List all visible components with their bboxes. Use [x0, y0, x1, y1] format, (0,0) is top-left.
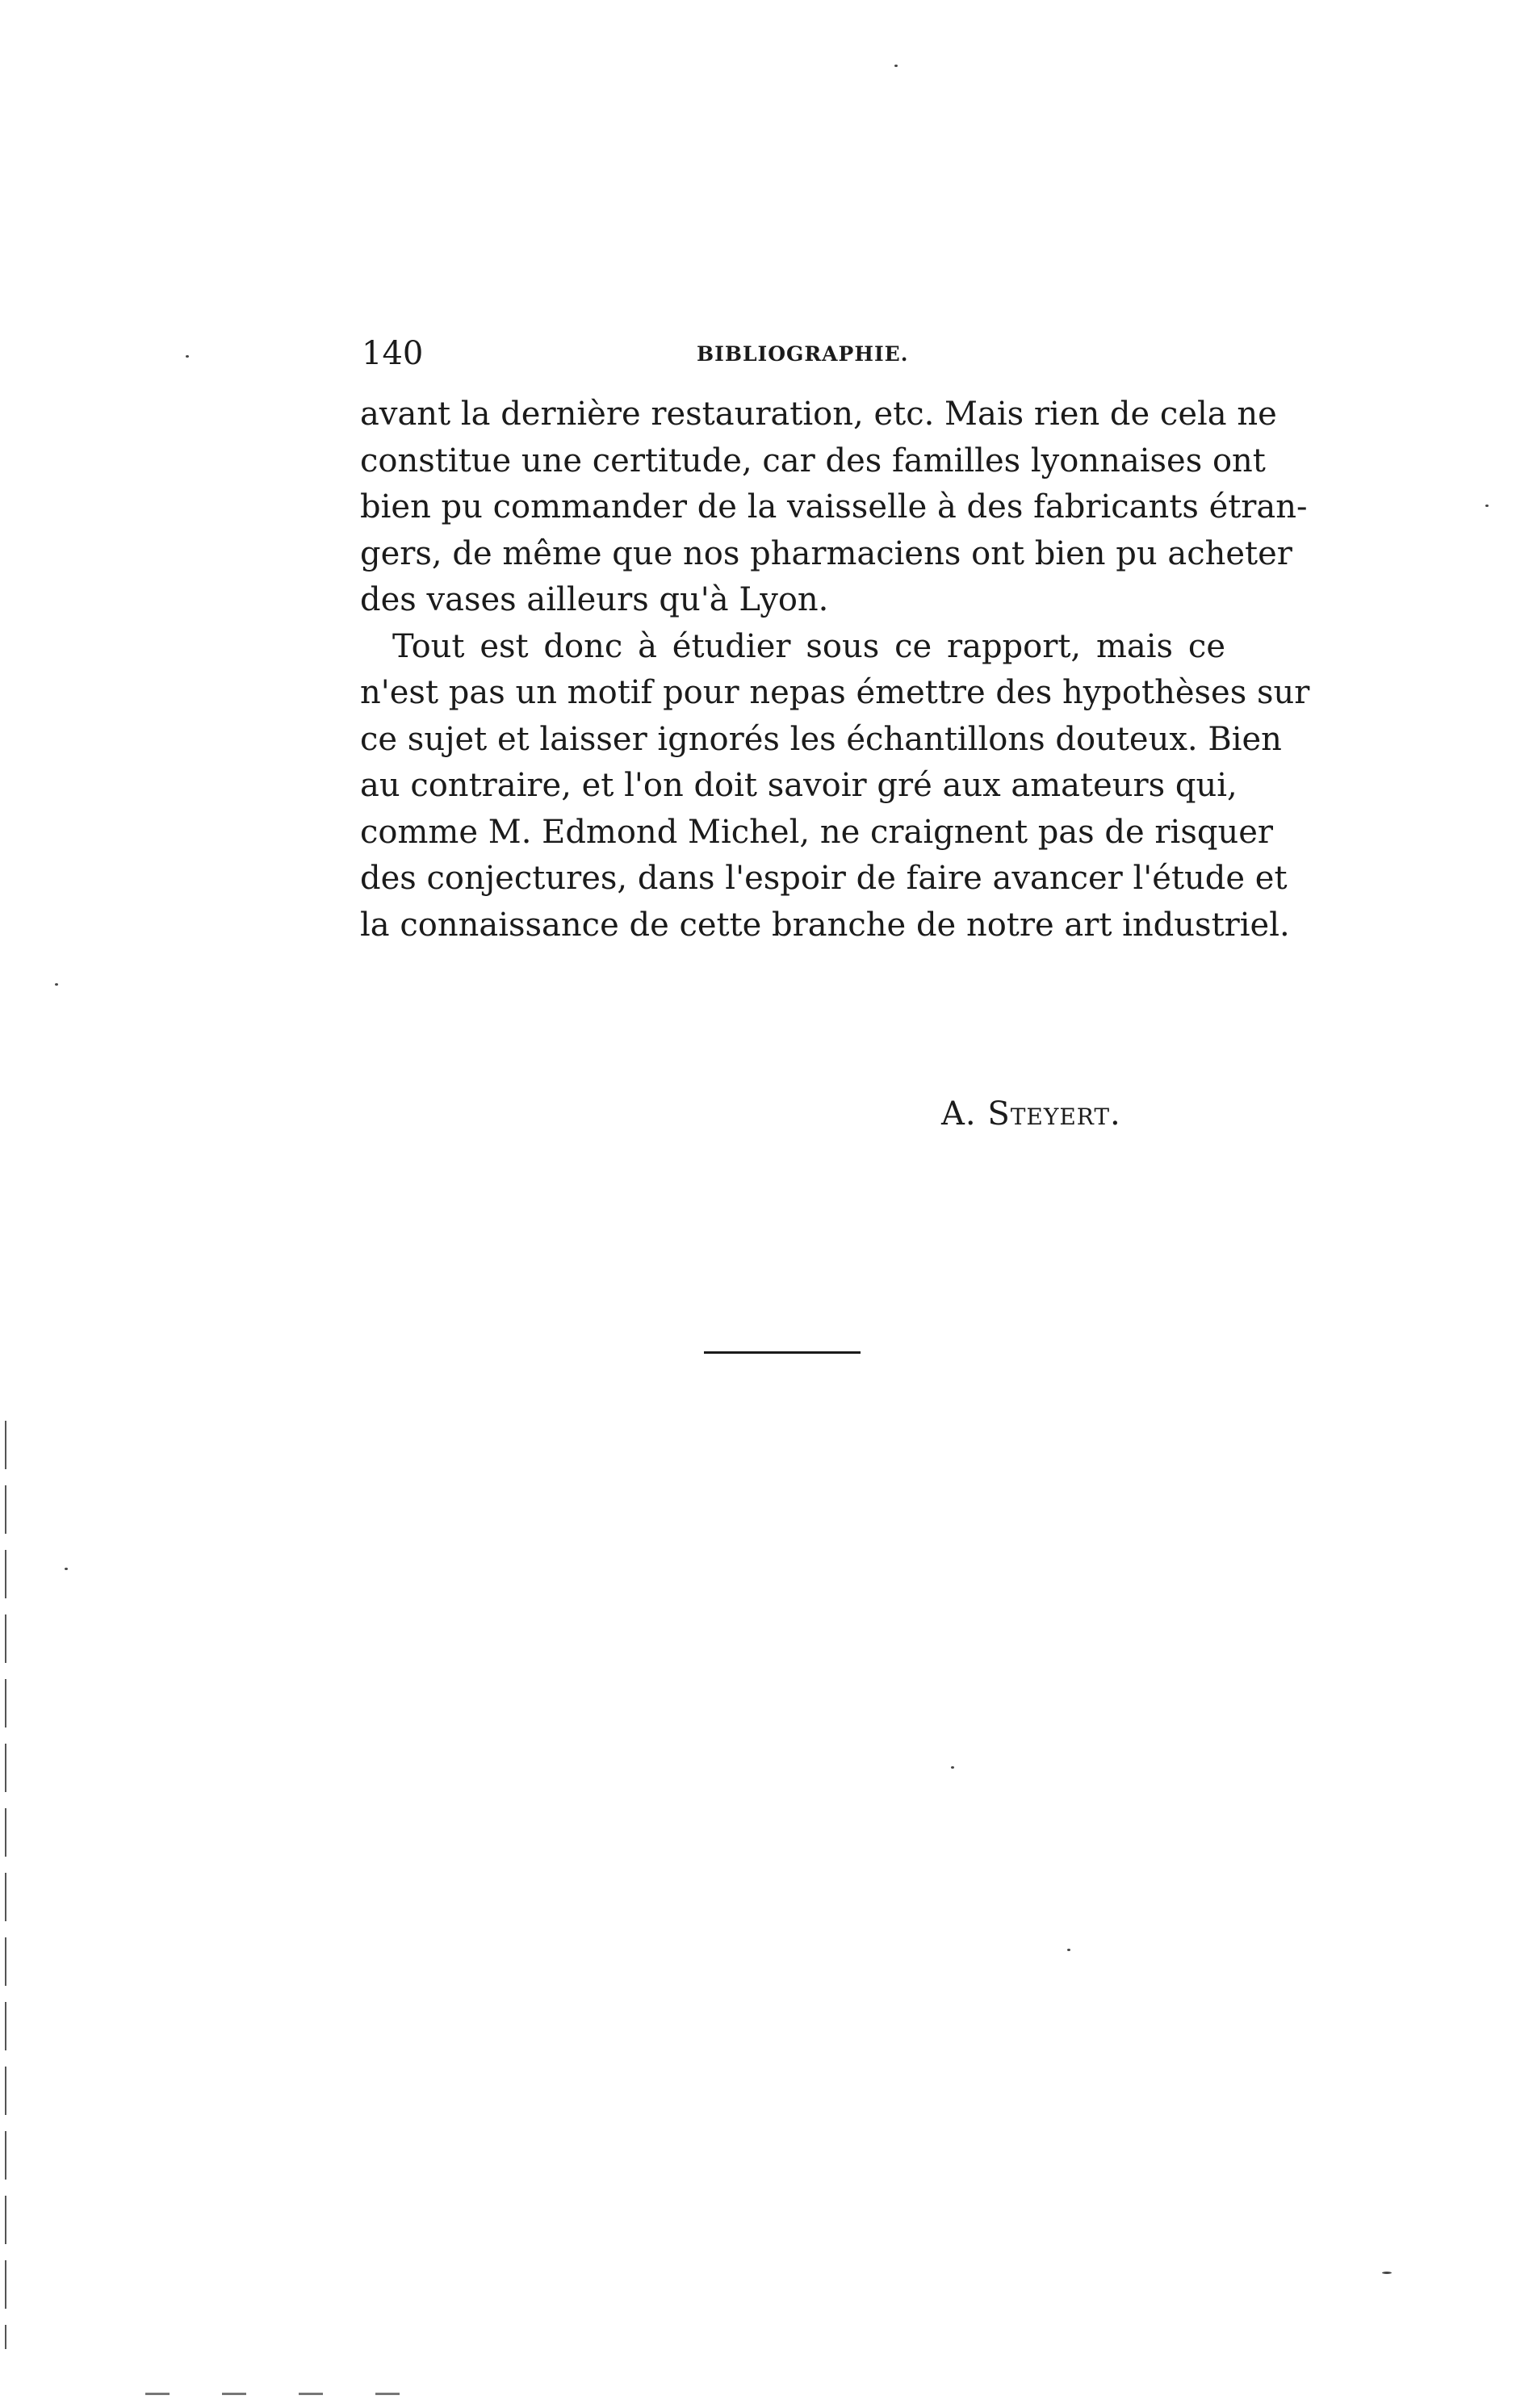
scan-speck: [951, 1766, 954, 1769]
paragraph-1: [360, 392, 1308, 624]
text-line: n'est pas un motif pour nepas émettre des hypothèses sur: [360, 674, 1310, 711]
text-line: gers, de même que nos pharmaciens ont bien pu acheter: [360, 534, 1292, 572]
scan-margin-mark: [5, 1421, 6, 2349]
scan-speck: [1382, 2272, 1392, 2274]
scan-speck: [1067, 1949, 1070, 1951]
scan-speck: [1485, 505, 1489, 507]
page-number: 140: [362, 335, 424, 372]
text-line: constitue une certitude, car des familles lyonnaises ont: [360, 442, 1266, 480]
text-line: des vases ailleurs qu'à Lyon.: [360, 581, 829, 618]
text-line: Tout est donc à étudier sous ce rapport, mais ce: [392, 627, 1225, 665]
paragraph-2: [360, 624, 1310, 949]
text-line: comme M. Edmond Michel, ne craignent pas de risquer: [360, 813, 1274, 851]
scan-bottom-mark: [145, 2393, 404, 2395]
running-title: BIBLIOGRAPHIE.: [697, 342, 909, 366]
page-header: [362, 329, 1225, 378]
scan-speck: [55, 983, 58, 986]
scan-speck: [65, 1568, 68, 1570]
scan-speck: [186, 355, 189, 358]
text-line: au contraire, et l'on doit savoir gré aux amateurs qui,: [360, 767, 1238, 804]
text-line: ce sujet et laisser ignorés les échantillons douteux. Bien: [360, 720, 1282, 758]
text-line: des conjectures, dans l'espoir de faire avancer l'étude et: [360, 860, 1288, 897]
body-text: [360, 392, 1310, 949]
text-line: la connaissance de cette branche de notre art industriel.: [360, 906, 1290, 944]
author-signature: A. Steyert.: [941, 1095, 1121, 1133]
text-line: avant la dernière restauration, etc. Mais rien de cela ne: [360, 396, 1277, 433]
scan-speck: [894, 65, 898, 67]
section-divider: [704, 1351, 861, 1354]
text-line: bien pu commander de la vaisselle à des fabricants étran-: [360, 488, 1308, 526]
